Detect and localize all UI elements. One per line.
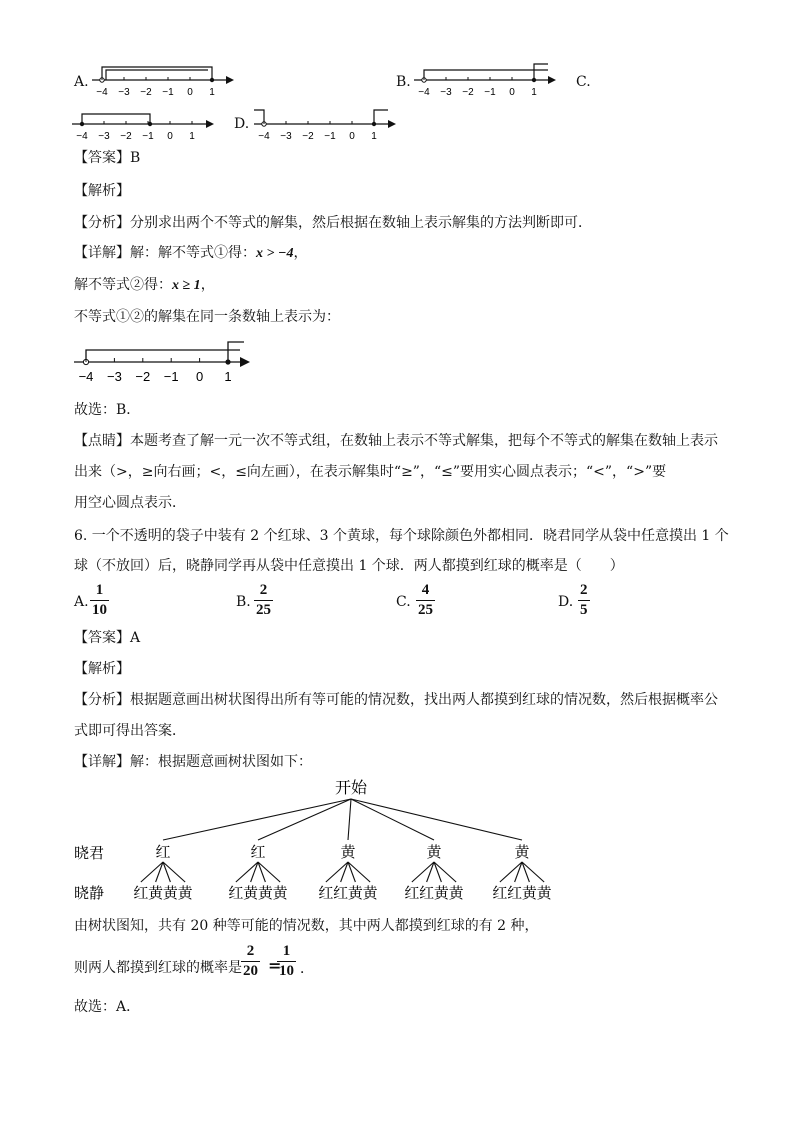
tick-label: −2 xyxy=(302,131,314,142)
tree-level2-label: 晓静 xyxy=(74,885,105,902)
tick-label: −1 xyxy=(142,131,154,142)
tree-node-second: 黄 xyxy=(536,885,552,902)
tree-node-second: 红 xyxy=(492,885,508,902)
tree-node-second: 黄 xyxy=(347,885,363,902)
tree-edge xyxy=(258,799,351,840)
q5-solution-2-end: ， xyxy=(200,277,215,293)
q6-prob-end: ． xyxy=(300,961,314,977)
q5-line2-text: 解不等式②得： xyxy=(74,277,172,293)
numberline-b xyxy=(410,58,560,100)
numberline-a xyxy=(88,58,238,100)
q5-fenxi-label: 【分析】 xyxy=(74,215,130,231)
q5-analysis-label: 【解析】 xyxy=(74,183,130,199)
q5-answer-label: 【答案】 xyxy=(74,150,130,166)
tick-label: 0 xyxy=(349,131,355,142)
q5-dianjing-2: 出来（>，≥向右画；<，≤向左画），在表示解集时“≥”，“≤”要用实心圆点表示；“<”，“>”要 xyxy=(74,464,667,480)
q5-dianjing-label: 【点睛】 xyxy=(74,433,130,449)
tree-node-second: 黄 xyxy=(257,885,273,902)
q6-option-b-fraction xyxy=(254,582,273,619)
tree-node-first: 黄 xyxy=(514,844,530,861)
q6-answer: A xyxy=(130,630,141,646)
tick-label: −4 xyxy=(76,131,88,142)
q5-line3: 不等式①②的解集在同一条数轴上表示为： xyxy=(74,309,340,325)
tree-edge xyxy=(351,799,434,840)
q6-option-c-fraction xyxy=(416,582,435,619)
q5-choose: 故选：B． xyxy=(74,402,141,418)
q6-prob-num-1: 2 xyxy=(246,943,255,959)
tick-label: −3 xyxy=(280,131,292,142)
q6-stem-2: 球（不放回）后，晓静同学再从袋中任意摸出 1 个球．两人都摸到红球的概率是（ ） xyxy=(74,558,624,574)
tree-node-second: 红 xyxy=(404,885,420,902)
tree-edge xyxy=(348,799,351,840)
q6-xiangjie xyxy=(74,752,312,772)
tick-label: 1 xyxy=(209,87,215,98)
tree-node-second: 红 xyxy=(228,885,244,902)
tick-label: −1 xyxy=(163,369,179,384)
tree-node-first: 黄 xyxy=(426,844,442,861)
numberline-d xyxy=(250,102,400,144)
tree-node-first: 红 xyxy=(155,844,171,861)
numberline-solution xyxy=(68,334,258,386)
q5-fenxi-text: 分别求出两个不等式的解集，然后根据在数轴上表示解集的方法判断即可． xyxy=(130,215,592,231)
option-c-label: C. xyxy=(576,74,591,90)
q6-option-a-num: 1 xyxy=(95,582,104,598)
q5-solution-1-end: ， xyxy=(293,245,308,261)
q6-stem-1: 6. 一个不透明的袋子中装有 2 个红球、3 个黄球，每个球除颜色外都相同．晓君同学从袋中任意摸出 1 个 xyxy=(74,528,729,544)
tree-node-second: 黄 xyxy=(162,885,178,902)
q5-xiangjie-label: 【详解】 xyxy=(74,245,130,261)
tree-edge xyxy=(163,799,351,840)
q6-option-a-fraction xyxy=(90,582,109,619)
q6-prob-fraction-2 xyxy=(277,943,296,980)
q6-xiangjie-text: 解：根据题意画树状图如下： xyxy=(130,754,312,770)
q6-option-a-den: 10 xyxy=(92,602,107,618)
tick-label: −4 xyxy=(96,87,108,98)
q6-option-b-label: B. xyxy=(236,594,251,610)
q6-option-d-label: D. xyxy=(558,594,574,610)
q6-answer-label: 【答案】 xyxy=(74,630,130,646)
q5-solution-1: x > −4 xyxy=(256,246,294,261)
tree-node-second: 红 xyxy=(419,885,435,902)
tree-level1-label: 晓君 xyxy=(74,845,105,862)
q5-xiangjie xyxy=(74,243,307,264)
tree-diagram xyxy=(0,770,794,910)
tick-label: −2 xyxy=(120,131,132,142)
q5-dianjing-1 xyxy=(74,431,718,451)
tree-node-second: 黄 xyxy=(177,885,193,902)
q6-option-c-den: 25 xyxy=(418,602,433,618)
q6-fenxi-text-1: 根据题意画出树状图得出所有等可能的情况数，找出两人都摸到红球的情况数，然后根据概率公 xyxy=(130,692,718,708)
q6-option-d-fraction xyxy=(578,582,590,619)
q6-xiangjie-label: 【详解】 xyxy=(74,754,130,770)
tick-label: 0 xyxy=(195,369,204,384)
tree-node-second: 黄 xyxy=(148,885,164,902)
q6-fenxi-2: 式即可得出答案． xyxy=(74,723,186,739)
tick-label: −4 xyxy=(78,369,94,384)
q6-choose: 故选：A． xyxy=(74,999,141,1015)
tick-label: −3 xyxy=(440,87,452,98)
tree-node-first: 红 xyxy=(250,844,266,861)
q6-option-c-label: C. xyxy=(396,594,411,610)
q6-probability-line xyxy=(74,958,242,978)
tick-label: −3 xyxy=(98,131,110,142)
tree-node-second: 黄 xyxy=(243,885,259,902)
q6-option-b-den: 25 xyxy=(256,602,271,618)
q6-option-b-num: 2 xyxy=(259,582,268,598)
q6-option-d-num: 2 xyxy=(580,582,588,598)
q5-solution-2: x ≥ 1 xyxy=(172,278,201,293)
q6-prob-num-2: 1 xyxy=(282,943,291,959)
q5-answer-line xyxy=(74,148,140,168)
q6-option-c-num: 4 xyxy=(421,582,430,598)
tree-node-second: 黄 xyxy=(362,885,378,902)
q5-line2 xyxy=(74,275,215,296)
q5-dianjing-3: 用空心圆点表示． xyxy=(74,495,186,511)
tick-label: −2 xyxy=(462,87,474,98)
tree-node-second: 黄 xyxy=(433,885,449,902)
q6-fenxi-label: 【分析】 xyxy=(74,692,130,708)
tree-node-second: 黄 xyxy=(448,885,464,902)
option-d-label: D. xyxy=(234,116,250,132)
q6-option-a-label: A. xyxy=(74,594,89,610)
q6-option-d-den: 5 xyxy=(580,602,588,618)
tick-label: −2 xyxy=(135,369,151,384)
tree-edge xyxy=(351,799,522,840)
q6-prob-den-1: 20 xyxy=(243,963,258,979)
tree-branches xyxy=(133,799,552,902)
tick-label: −2 xyxy=(140,87,152,98)
tick-label: −1 xyxy=(324,131,336,142)
tree-node-second: 黄 xyxy=(272,885,288,902)
tick-label: −3 xyxy=(106,369,122,384)
q6-prob-equals: = xyxy=(268,956,282,975)
tree-node-second: 红 xyxy=(318,885,334,902)
tick-label: 0 xyxy=(167,131,173,142)
tree-node-second: 红 xyxy=(333,885,349,902)
tree-node-second: 红 xyxy=(133,885,149,902)
tick-label: −3 xyxy=(118,87,130,98)
q5-dianjing-text-1: 本题考查了解一元一次不等式组，在数轴上表示不等式解集，把每个不等式的解集在数轴上表示 xyxy=(130,433,718,449)
tick-label: 1 xyxy=(531,87,537,98)
tree-root: 开始 xyxy=(334,780,368,797)
tick-label: 0 xyxy=(509,87,515,98)
tick-label: 1 xyxy=(371,131,377,142)
tree-node-second: 黄 xyxy=(521,885,537,902)
q6-prob-den-2: 10 xyxy=(279,963,294,979)
tree-node-first: 黄 xyxy=(340,844,356,861)
q6-conclusion: 由树状图知，共有 20 种等可能的情况数，其中两人都摸到红球的有 2 种， xyxy=(74,918,539,934)
tick-label: 0 xyxy=(187,87,193,98)
q6-answer-line xyxy=(74,628,140,648)
q5-xiangjie-text: 解：解不等式①得： xyxy=(130,245,256,261)
q6-fenxi-1 xyxy=(74,690,718,710)
tick-label: 1 xyxy=(189,131,195,142)
option-a-label: A. xyxy=(74,74,89,90)
q5-fenxi xyxy=(74,213,592,233)
tick-label: 1 xyxy=(224,369,232,384)
tick-label: −4 xyxy=(418,87,430,98)
tree-node-second: 红 xyxy=(507,885,523,902)
tick-label: −4 xyxy=(258,131,270,142)
numberline-c xyxy=(68,102,218,144)
tick-label: −1 xyxy=(162,87,174,98)
tick-label: −1 xyxy=(484,87,496,98)
option-b-label: B. xyxy=(396,74,411,90)
q6-analysis-label: 【解析】 xyxy=(74,661,130,677)
q6-prob-fraction-1 xyxy=(241,943,260,980)
q5-answer: B xyxy=(130,150,141,166)
q6-prob-prefix: 则两人都摸到红球的概率是 xyxy=(74,960,242,976)
